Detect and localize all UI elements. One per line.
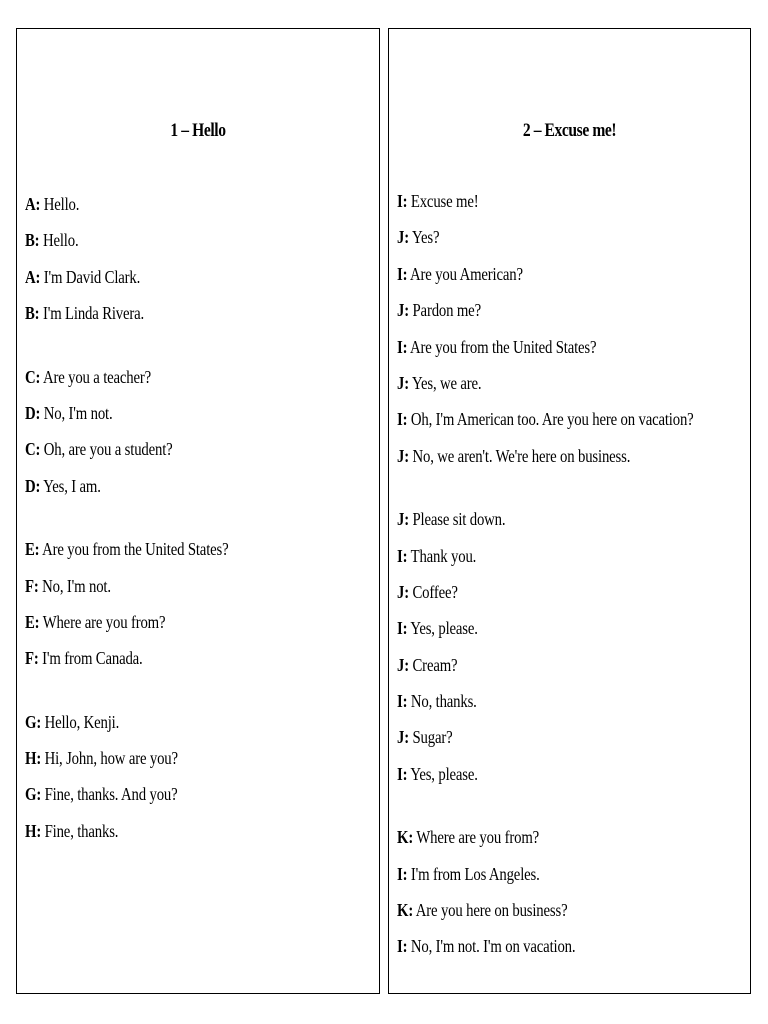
- speaker-label: J:: [397, 300, 409, 321]
- speaker-label: I:: [397, 763, 408, 784]
- dialogue-line: [397, 580, 683, 616]
- dialogue-line: [397, 762, 683, 798]
- line-text: I'm from Los Angeles.: [407, 863, 540, 884]
- line-text: Hello.: [40, 194, 80, 214]
- speaker-label: C:: [25, 439, 41, 460]
- dialogue-line: [25, 474, 312, 510]
- line-text: Yes, we are.: [408, 372, 482, 393]
- speaker-label: E:: [25, 611, 40, 632]
- speaker-label: H:: [25, 820, 42, 841]
- speaker-label: J:: [397, 372, 409, 393]
- dialogue-line: [25, 746, 312, 782]
- speaker-label: D:: [25, 402, 41, 423]
- dialogue-line: [25, 401, 312, 437]
- line-text: Are you a teacher?: [40, 366, 152, 387]
- line-text: Thank you.: [407, 545, 477, 566]
- line-text: Are you from the United States?: [39, 539, 229, 560]
- dialogue-line: [397, 335, 683, 371]
- line-text: No, thanks.: [407, 691, 477, 712]
- line-text: Fine, thanks.: [41, 820, 119, 841]
- dialogue-lines: [397, 189, 746, 971]
- dialogue-line: [397, 898, 683, 934]
- line-text: I'm from Canada.: [38, 648, 143, 669]
- line-text: I'm David Clark.: [40, 266, 141, 287]
- block-spacer: [397, 798, 683, 825]
- line-text: Fine, thanks. And you?: [41, 784, 178, 805]
- speaker-label: F:: [25, 648, 39, 669]
- line-text: Are you from the United States?: [407, 336, 597, 357]
- dialogue-line: [397, 825, 683, 861]
- speaker-label: A:: [25, 194, 41, 214]
- speaker-label: K:: [397, 827, 414, 848]
- line-text: Hi, John, how are you?: [41, 748, 178, 769]
- card-title: 2 – Excuse me!: [522, 120, 617, 141]
- speaker-label: I:: [397, 263, 408, 284]
- speaker-label: J:: [397, 581, 409, 602]
- line-text: Coffee?: [408, 581, 458, 602]
- speaker-label: I:: [397, 936, 408, 957]
- dialogue-line: [25, 192, 312, 228]
- dialogue-line: [397, 371, 683, 407]
- line-text: Oh, are you a student?: [40, 439, 173, 460]
- speaker-label: I:: [397, 545, 408, 566]
- dialogue-line: [397, 225, 683, 261]
- speaker-label: J:: [397, 727, 409, 748]
- line-text: No, I'm not.: [40, 402, 113, 423]
- speaker-label: J:: [397, 445, 409, 466]
- dialogue-line: [397, 616, 683, 652]
- dialogue-line: [25, 301, 312, 337]
- line-text: Hello.: [39, 230, 79, 251]
- dialogue-line: [25, 537, 312, 573]
- speaker-label: B:: [25, 230, 40, 251]
- dialogue-line: [25, 782, 312, 818]
- dialogue-lines: [25, 192, 375, 855]
- dialogue-card-hello: [16, 28, 380, 994]
- card-title: 1 – Hello: [170, 120, 226, 141]
- line-text: Yes, please.: [407, 618, 478, 639]
- speaker-label: G:: [25, 711, 42, 732]
- line-text: No, I'm not. I'm on vacation.: [407, 936, 576, 957]
- dialogue-line: [397, 934, 683, 970]
- dialogue-line: [25, 265, 312, 301]
- speaker-label: D:: [25, 475, 41, 496]
- speaker-label: K:: [397, 900, 414, 921]
- dialogue-line: [397, 507, 683, 543]
- dialogue-line: [397, 262, 683, 298]
- dialogue-line: [397, 407, 694, 443]
- dialogue-line: [397, 444, 683, 480]
- dialogue-line: [397, 189, 683, 225]
- line-text: Excuse me!: [407, 191, 479, 211]
- speaker-label: F:: [25, 575, 39, 596]
- dialogue-line: [397, 725, 683, 761]
- line-text: Oh, I'm American too. Are you here on vacation?: [407, 409, 694, 430]
- dialogue-line: [25, 610, 312, 646]
- speaker-label: I:: [397, 336, 408, 357]
- speaker-label: I:: [397, 191, 408, 211]
- dialogue-line: [397, 298, 683, 334]
- line-text: Cream?: [408, 654, 458, 675]
- speaker-label: A:: [25, 266, 41, 287]
- dialogue-line: [25, 646, 312, 682]
- speaker-label: J:: [397, 654, 409, 675]
- line-text: Where are you from?: [39, 611, 166, 632]
- dialogue-line: [397, 689, 683, 725]
- line-text: Yes, I am.: [40, 475, 101, 496]
- block-spacer: [25, 510, 312, 537]
- dialogue-line: [25, 819, 312, 855]
- speaker-label: J:: [397, 509, 409, 530]
- dialogue-card-excuse-me: [388, 28, 751, 994]
- dialogue-line: [25, 710, 312, 746]
- block-spacer: [397, 480, 683, 507]
- speaker-label: B:: [25, 303, 40, 324]
- block-spacer: [25, 683, 312, 710]
- speaker-label: H:: [25, 748, 42, 769]
- block-spacer: [25, 338, 312, 365]
- speaker-label: I:: [397, 691, 408, 712]
- line-text: Sugar?: [408, 727, 453, 748]
- speaker-label: E:: [25, 539, 40, 560]
- line-text: Are you here on business?: [413, 900, 568, 921]
- dialogue-line: [25, 437, 312, 473]
- dialogue-line: [397, 653, 683, 689]
- line-text: Where are you from?: [413, 827, 540, 848]
- speaker-label: J:: [397, 227, 409, 248]
- dialogue-line: [397, 862, 683, 898]
- speaker-label: I:: [397, 618, 408, 639]
- speaker-label: I:: [397, 409, 408, 430]
- dialogue-line: [25, 228, 312, 264]
- line-text: Are you American?: [407, 263, 523, 284]
- line-text: No, I'm not.: [38, 575, 111, 596]
- line-text: Hello, Kenji.: [41, 711, 120, 732]
- line-text: I'm Linda Rivera.: [39, 303, 145, 324]
- speaker-label: C:: [25, 366, 41, 387]
- dialogue-line: [25, 574, 312, 610]
- line-text: Pardon me?: [408, 300, 481, 321]
- dialogue-line: [397, 544, 683, 580]
- line-text: Yes?: [408, 227, 440, 248]
- dialogue-line: [25, 365, 312, 401]
- line-text: Yes, please.: [407, 763, 478, 784]
- line-text: No, we aren't. We're here on business.: [408, 445, 631, 466]
- speaker-label: I:: [397, 863, 408, 884]
- speaker-label: G:: [25, 784, 42, 805]
- line-text: Please sit down.: [408, 509, 506, 530]
